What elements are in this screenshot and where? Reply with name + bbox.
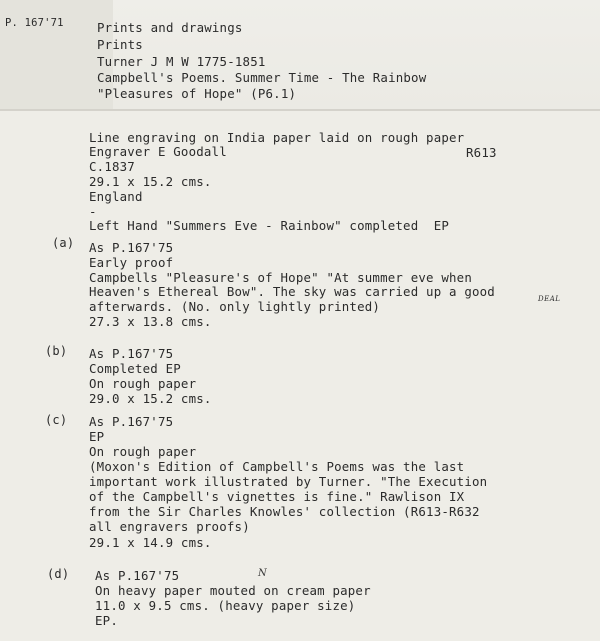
- engraver-line: Engraver E Goodall: [89, 144, 227, 159]
- handwritten-note: DEAL: [538, 295, 561, 303]
- entry-a-line: As P.167'75: [89, 240, 174, 255]
- entry-b-line: On rough paper: [89, 376, 197, 391]
- entry-c-line: On rough paper: [89, 444, 197, 459]
- dash-line: -: [89, 204, 97, 219]
- country-line: England: [89, 189, 143, 204]
- entry-d-line: 11.0 x 9.5 cms. (heavy paper size): [95, 598, 356, 613]
- entry-c-line: of the Campbell's vignettes is fine." Rawlison IX: [89, 489, 465, 504]
- entry-d-line: EP.: [95, 613, 118, 628]
- entry-c-line: As P.167'75: [89, 414, 174, 429]
- entry-b-line: As P.167'75: [89, 346, 174, 361]
- entry-a-line: Heaven's Ethereal Bow". The sky was carried up a good: [89, 284, 495, 299]
- artist-line: Turner J M W 1775-1851: [97, 54, 266, 69]
- category-line: Prints and drawings: [97, 20, 243, 35]
- size-line: 29.1 x 15.2 cms.: [89, 174, 212, 189]
- subtitle-line: "Pleasures of Hope" (P6.1): [97, 86, 297, 101]
- handwritten-insert-mark: N: [258, 568, 267, 579]
- entry-b-line: 29.0 x 15.2 cms.: [89, 391, 212, 406]
- entry-c-line: 29.1 x 14.9 cms.: [89, 535, 212, 550]
- reference-number: P. 167'71: [5, 17, 64, 29]
- card-seam: [0, 109, 600, 111]
- medium-line: Line engraving on India paper laid on rough paper: [89, 130, 465, 145]
- entry-label-c: (c): [45, 413, 68, 427]
- date-line: C.1837: [89, 159, 135, 174]
- entry-a-line: Campbells "Pleasure's of Hope" "At summer eve when: [89, 270, 472, 285]
- subcategory-line: Prints: [97, 37, 143, 52]
- entry-a-line: 27.3 x 13.8 cms.: [89, 314, 212, 329]
- entry-c-line: (Moxon's Edition of Campbell's Poems was the last: [89, 459, 465, 474]
- entry-label-b: (b): [45, 344, 68, 358]
- entry-a-line: Early proof: [89, 255, 174, 270]
- entry-c-line: important work illustrated by Turner. "The Execution: [89, 474, 488, 489]
- state-line: Left Hand "Summers Eve - Rainbow" completed EP: [89, 218, 450, 233]
- entry-d-line: As P.167'75: [95, 568, 180, 583]
- entry-c-line: EP: [89, 429, 105, 444]
- entry-label-a: (a): [52, 236, 75, 250]
- entry-c-line: from the Sir Charles Knowles' collection (R613-R632: [89, 504, 480, 519]
- entry-b-line: Completed EP: [89, 361, 181, 376]
- entry-c-line: all engravers proofs): [89, 519, 250, 534]
- entry-a-line: afterwards. (No. only lightly printed): [89, 299, 381, 314]
- ref-code: R613: [466, 145, 497, 160]
- title-line: Campbell's Poems. Summer Time - The Rainbow: [97, 70, 427, 85]
- entry-d-line: On heavy paper mouted on cream paper: [95, 583, 371, 598]
- entry-label-d: (d): [47, 567, 70, 581]
